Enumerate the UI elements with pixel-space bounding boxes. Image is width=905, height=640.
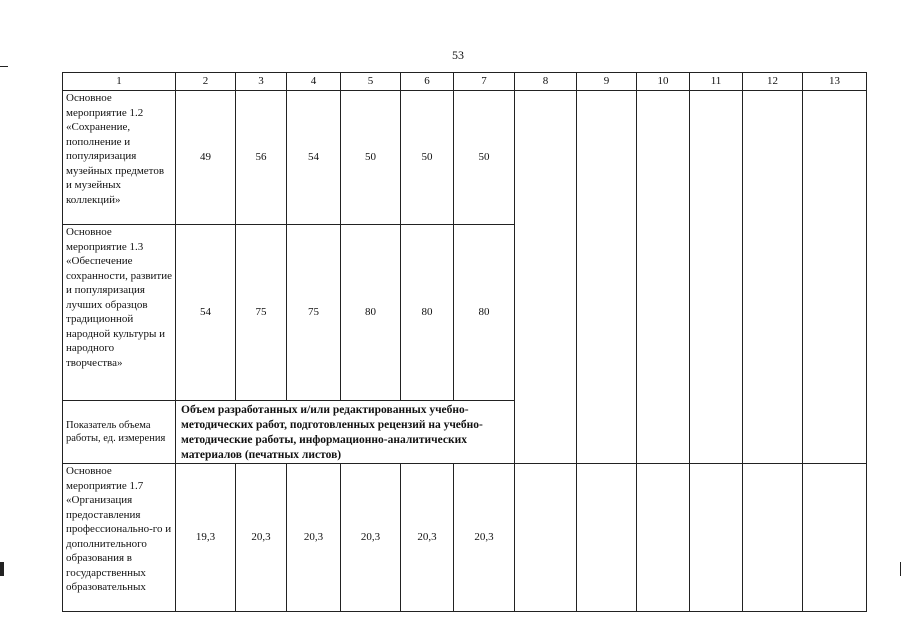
table-header-row: [63, 73, 867, 91]
header-cell: 7: [454, 73, 515, 91]
empty-cell: [577, 464, 637, 612]
table-cell: 20,3: [401, 464, 454, 612]
empty-cell: [577, 91, 637, 225]
table-row: [63, 91, 867, 225]
table-cell: 50: [454, 91, 515, 225]
header-cell: 13: [803, 73, 867, 91]
empty-cell: [690, 464, 743, 612]
empty-cell: [637, 464, 690, 612]
table-cell: 80: [401, 225, 454, 401]
table-cell: 75: [236, 225, 287, 401]
table-cell: 20,3: [236, 464, 287, 612]
table-cell: 20,3: [341, 464, 401, 612]
empty-cell: [690, 91, 743, 225]
table-cell: 54: [176, 225, 236, 401]
header-cell: 12: [743, 73, 803, 91]
empty-cell: [515, 401, 577, 464]
row-label: Показатель объема работы, ед. измерения: [63, 401, 176, 464]
table-cell: 50: [401, 91, 454, 225]
empty-cell: [577, 225, 637, 401]
empty-cell: [803, 464, 867, 612]
table-row: [63, 401, 867, 464]
empty-cell: [743, 225, 803, 401]
empty-cell: [803, 91, 867, 225]
table-cell: 20,3: [287, 464, 341, 612]
page-number: 53: [452, 48, 464, 62]
empty-cell: [743, 401, 803, 464]
table-cell: 20,3: [454, 464, 515, 612]
measure-description: Объем разработанных и/или редактированных учебно-методических работ, подготовленных рецензий на учебно-методические работы, информационно-аналитических материалов (печатных листов): [176, 401, 515, 464]
empty-cell: [515, 464, 577, 612]
header-cell: 5: [341, 73, 401, 91]
header-cell: 9: [577, 73, 637, 91]
table-row: [63, 225, 867, 401]
header-cell: 6: [401, 73, 454, 91]
empty-cell: [803, 401, 867, 464]
row-label: Основное мероприятие 1.3 «Обеспечение сохранности, развитие и популяризация лучших образцов традиционной народной культуры и народного творчества»: [63, 225, 176, 401]
empty-cell: [690, 225, 743, 401]
margin-tick-bottom-right: [900, 562, 901, 576]
row-label: Основное мероприятие 1.7 «Организация предоставления профессионально-го и дополнительного образования в государственных образовательных: [63, 464, 176, 612]
empty-cell: [637, 225, 690, 401]
table-cell: 75: [287, 225, 341, 401]
table-cell: 54: [287, 91, 341, 225]
empty-cell: [690, 401, 743, 464]
header-cell: 4: [287, 73, 341, 91]
table-cell: 56: [236, 91, 287, 225]
indicator-table: [62, 72, 867, 612]
header-cell: 1: [63, 73, 176, 91]
margin-tick-top-left: [0, 66, 8, 67]
margin-tick-bottom-left: [0, 562, 4, 576]
empty-cell: [577, 401, 637, 464]
empty-cell: [743, 464, 803, 612]
empty-cell: [743, 91, 803, 225]
table-cell: 50: [341, 91, 401, 225]
table-cell: 80: [454, 225, 515, 401]
table-cell: 80: [341, 225, 401, 401]
header-cell: 2: [176, 73, 236, 91]
empty-cell: [637, 91, 690, 225]
table-cell: 49: [176, 91, 236, 225]
header-cell: 10: [637, 73, 690, 91]
table-cell: 19,3: [176, 464, 236, 612]
empty-cell: [637, 401, 690, 464]
table-row: [63, 464, 867, 612]
header-cell: 11: [690, 73, 743, 91]
header-cell: 8: [515, 73, 577, 91]
empty-cell: [515, 91, 577, 225]
empty-cell: [515, 225, 577, 401]
empty-cell: [803, 225, 867, 401]
row-label: Основное мероприятие 1.2 «Сохранение, пополнение и популяризация музейных предметов и музейных коллекций»: [63, 91, 176, 225]
header-cell: 3: [236, 73, 287, 91]
